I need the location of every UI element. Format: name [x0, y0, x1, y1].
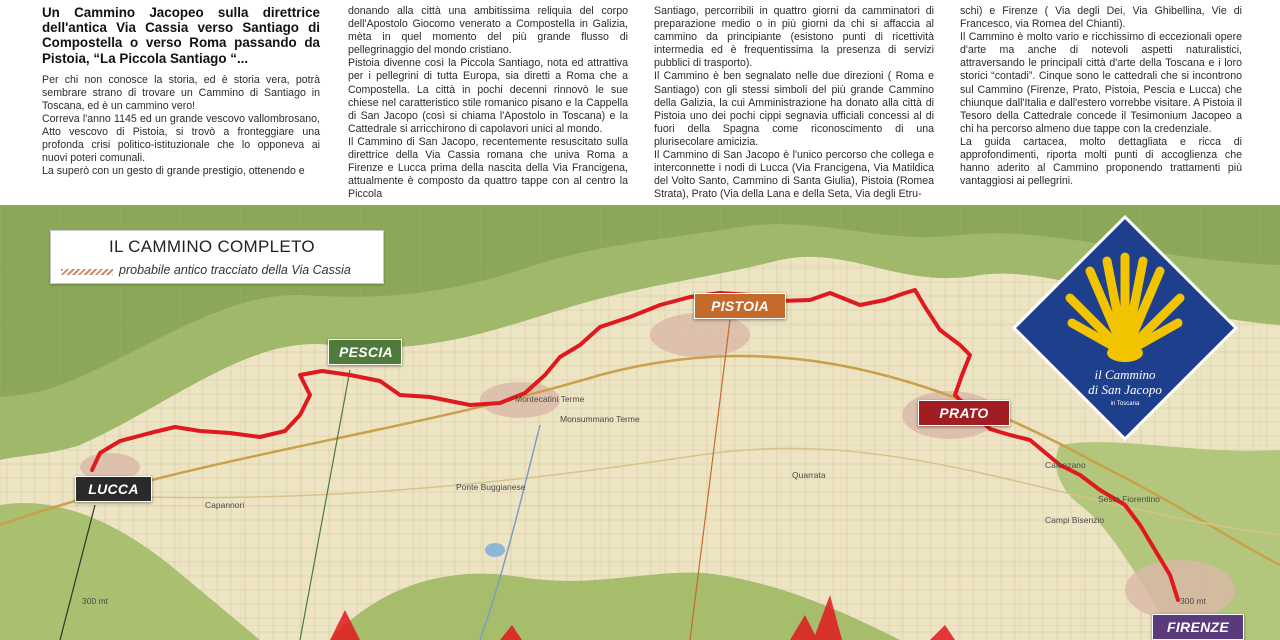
article-paragraph: La superò con un gesto di grande prestigio, ottenendo e [42, 165, 305, 178]
map-label-sesto: Sesto Fiorentino [1098, 494, 1160, 504]
urban-pistoia [650, 313, 750, 357]
map-label-quarrata: Quarrata [792, 470, 826, 480]
article-paragraph: donando alla città una ambitissima reliquia del corpo dell'Apostolo Giocomo venerato a Compostella in Galizia, mèta in quel momento del più grande flusso di pellegrinaggio del mondo cristiano. [348, 5, 628, 57]
article-paragraph: Correva l'anno 1145 ed un grande vescovo vallombrosano, Atto vescovo di Pistoia, si trovò a fronteggiare una profonda crisi politico-istituzionale che lo opponeva ai nuovi poteri comunali. [42, 113, 320, 165]
article-column-2 [348, 5, 628, 201]
article-paragraph: Il Cammino è ben segnalato nelle due direzioni ( Roma e Santiago) con gli stessi simboli del più grande Cammino della Galizia, la cui Amministrazione ha donato alla città di Pistoia uno dei pochi cippi segnavia ufficiali concessi al di fuori della Spagna come riconoscimento di una plurisecolare amicizia. [654, 70, 934, 148]
legend-route-swatch [61, 269, 113, 275]
map-label-campi: Campi Bisenzio [1045, 515, 1105, 525]
logo-text-1: il Cammino [1094, 367, 1156, 382]
map-label-altitude: 300 mt [1180, 596, 1206, 606]
urban-firenze [1125, 560, 1235, 620]
shell-base [1107, 344, 1143, 362]
logo-text-2: di San Jacopo [1088, 382, 1162, 397]
article-column-3 [654, 5, 934, 201]
map-label-altitude: 300 mt [82, 596, 108, 606]
cammino-logo [1010, 213, 1240, 443]
article-column-1 [42, 5, 320, 179]
map-label-ponte: Ponte Buggianese [456, 482, 526, 492]
article-paragraph: Pistoia divenne così la Piccola Santiago, nota ed attrattiva per i pellegrini di tutta Europa, sia diretti a Roma che a Compostella. La città in pochi decenni rinnovò le sue chiese nel caratteristico stile romanico pisano e la Cappella di San Jacopo (così si chiama l'Apostolo in Toscana) e la Cattedrale si arricchirono di capolavori unici al mondo. [348, 57, 628, 135]
map-label-calenzano: Calenzano [1045, 460, 1086, 470]
article-paragraph: La guida cartacea, molto dettagliata e ricca di approfondimenti, riporta molti punti di accoglienza che hanno aderito al Cammino proponendo trattamenti più vantaggiosi ai pellegrini. [960, 135, 1242, 188]
map-legend [50, 230, 384, 284]
logo-text-3: in Toscana [1110, 401, 1140, 407]
article-paragraph: schi) e Firenze ( Via degli Dei, Via Ghibellina, Vie di Francesco, via Romea del Chianti). [960, 5, 1242, 31]
article-paragraph: Santiago, percorribili in quattro giorni da camminatori di preparazione medio o in più giorni da chi si affaccia al cammino da principiante (esistono punti di ricettività intermedia ed è frequentissima la presenza di servizi pubblici di trasporto). [654, 5, 934, 70]
legend-title: IL CAMMINO COMPLETO [109, 237, 315, 256]
article-paragraph: Il Cammino di San Jacopo è l'unico percorso che collega e interconnette i nodi di Lucca (Via Francigena, Via Matildica del Volto Santo, Cammino di Santa Giulia), Pistoia (Romea Strata), Prato (Via della Lana e della Seta, Via degli Etru- [654, 149, 934, 201]
article-paragraph: Per chi non conosce la storia, ed è storia vera, potrà sembrare strano di trovare un Cammino di Santiago in Toscana, ed è un cammino vero! [42, 73, 320, 112]
city-label-prato[interactable]: PRATO [918, 400, 1010, 426]
city-label-pescia[interactable]: PESCIA [328, 339, 402, 365]
city-label-pistoia[interactable]: PISTOIA [694, 293, 786, 319]
map-label-monsummano: Monsummano Terme [560, 414, 640, 424]
lake [485, 543, 505, 557]
map-label-capannori: Capannori [205, 500, 245, 510]
article-paragraph: Il Cammino di San Jacopo, recentemente resuscitato sulla direttrice della Via Cassia romana che univa Roma a Firenze e Lucca prima della nascita della Via Francigena, attualmente è composto da quattro tappe con al centro la Piccola [348, 135, 628, 201]
article-column-4 [960, 5, 1242, 188]
city-label-lucca[interactable]: LUCCA [75, 476, 152, 502]
legend-subtitle: probabile antico tracciato della Via Cassia [119, 263, 351, 277]
article-paragraph: Il Cammino è molto vario e ricchissimo di eccezionali opere d'arte ma anche di notevoli aspetti naturalistici, attraversando le principali città d'arte della Toscana e i loro storici “contadi”. Cinque sono le cattedrali che si incontrono sul Cammino (Firenze, Prato, Pistoia, Pescia e Lucca) che chiunque dall'Italia e dall'estero vorrebbe visitare. A Pistoia il Tesoro della Cattedrale concede il Tesimonium Jacopeo a chi ha percorso almeno due tappe con la credenziale. [960, 31, 1242, 135]
article-heading: Un Cammino Jacopeo sulla direttrice dell'antica Via Cassia verso Santiago di Compostella o verso Roma passando da Pistoia, “La Piccola Santiago “... [42, 5, 320, 66]
city-label-firenze[interactable]: FIRENZE [1152, 614, 1244, 640]
map-label-montecatini: Montecatini Terme [515, 394, 585, 404]
